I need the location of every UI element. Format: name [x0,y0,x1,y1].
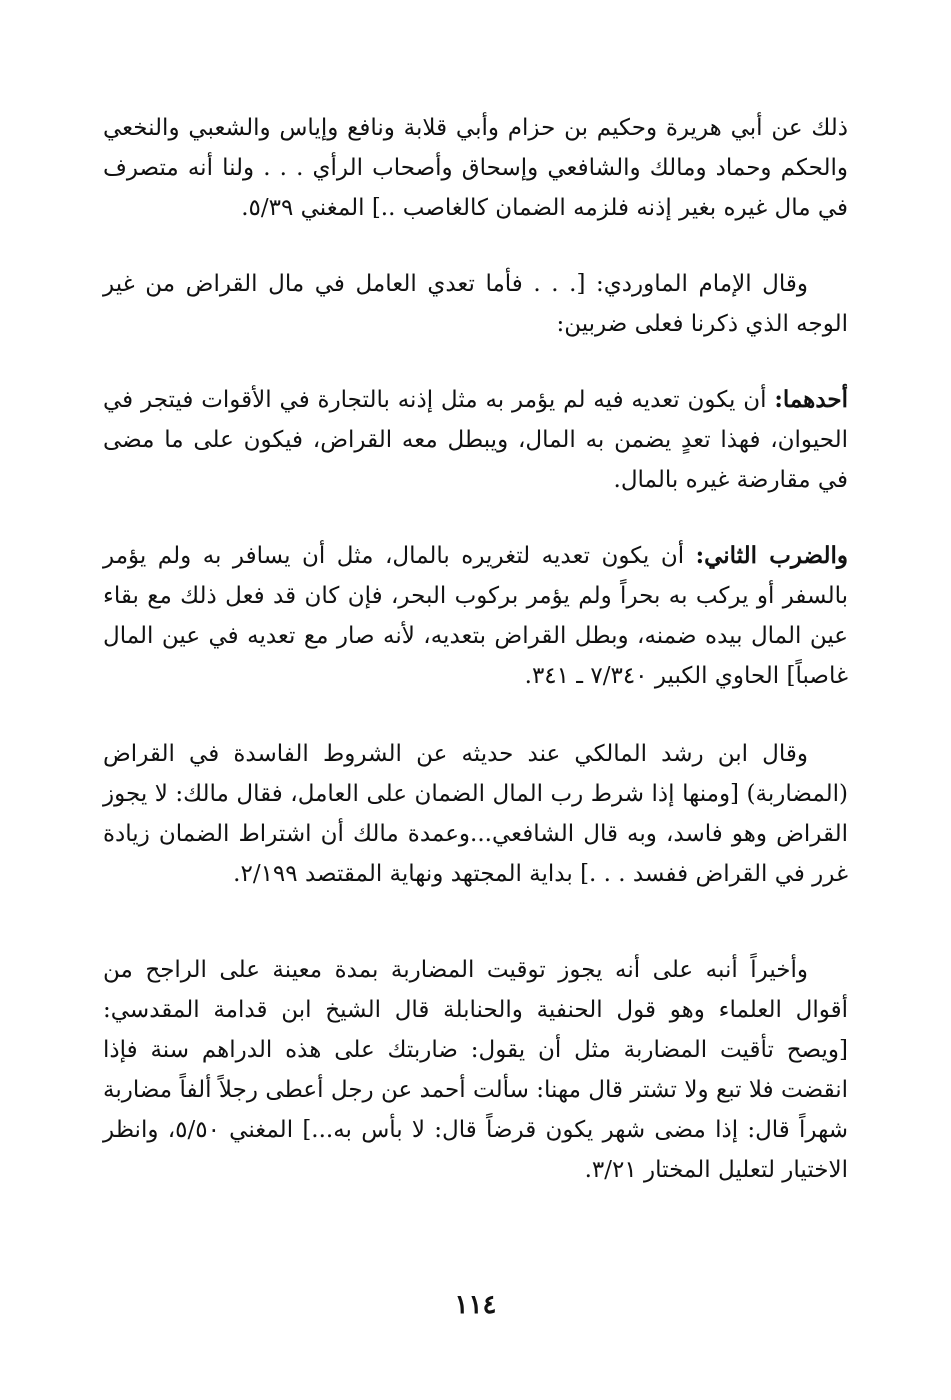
paragraph-4-lead: والضرب الثاني: [695,542,848,569]
paragraph-4 [103,536,848,696]
paragraph-6-text: وأخيراً أنبه على أنه يجوز توقيت المضاربة بمدة معينة على الراجح من أقوال العلماء وهو قول الحنفية والحنابلة قال الشيخ ابن قدامة المقدسي: [ويصح تأقيت المضاربة مثل أن يقول: ضاربتك على هذه الدراهم سنة فإذا انقضت فلا تبع ولا تشتر قال مهنا: سألت أحمد عن رجل أعطى رجلاً ألفاً مضاربة شهراً قال: إذا مضى شهر يكون قرضاً قال: لا بأس به...] المغني ٥/٥٠، وانظر الاختيار لتعليل المختار ٣/٢١. [103,957,848,1183]
paragraph-3-text: أن يكون تعديه فيه لم يؤمر به مثل إذنه بالتجارة في الأقوات فيتجر في الحيوان، فهذا تعدٍ يضمن به المال، ويبطل معه القراض، فيكون على ما مضى في مقارضة غيره بالمال. [103,387,848,493]
page-body [103,108,848,1190]
paragraph-3 [103,380,848,500]
paragraph-1 [103,108,848,228]
paragraph-2-text: وقال الإمام الماوردي: [. . . فأما تعدي العامل في مال القراض من غير الوجه الذي ذكرنا فعلى ضربين: [103,271,848,337]
paragraph-6 [103,950,848,1190]
paragraph-5 [103,734,848,894]
paragraph-2 [103,264,848,344]
page-number: ١١٤ [454,1290,497,1320]
paragraph-5-text: وقال ابن رشد المالكي عند حديثه عن الشروط الفاسدة في القراض (المضاربة) [ومنها إذا شرط رب المال الضمان على العامل، فقال مالك: لا يجوز القراض وهو فاسد، وبه قال الشافعي...وعمدة مالك أن اشتراط الضمان زيادة غرر في القراض ففسد . . .] بداية المجتهد ونهاية المقتصد ٢/١٩٩. [103,741,848,887]
paragraph-4-text: أن يكون تعديه لتغريره بالمال، مثل أن يسافر به ولم يؤمر بالسفر أو يركب به بحراً ولم يؤمر بركوب البحر، فإن كان قد فعل ذلك مع بقاء عين المال بيده ضمنه، وبطل القراض بتعديه، لأنه صار مع تعديه في عين المال غاصباً] الحاوي الكبير ٧/٣٤٠ ـ ٣٤١. [103,543,848,689]
paragraph-3-lead: أحدهما: [774,386,848,413]
paragraph-1-text: ذلك عن أبي هريرة وحكيم بن حزام وأبي قلابة ونافع وإياس والشعبي والنخعي والحكم وحماد ومالك والشافعي وإسحاق وأصحاب الرأي . . . ولنا أنه متصرف في مال غيره بغير إذنه فلزمه الضمان كالغاصب ..] المغني ٥/٣٩. [103,115,848,221]
